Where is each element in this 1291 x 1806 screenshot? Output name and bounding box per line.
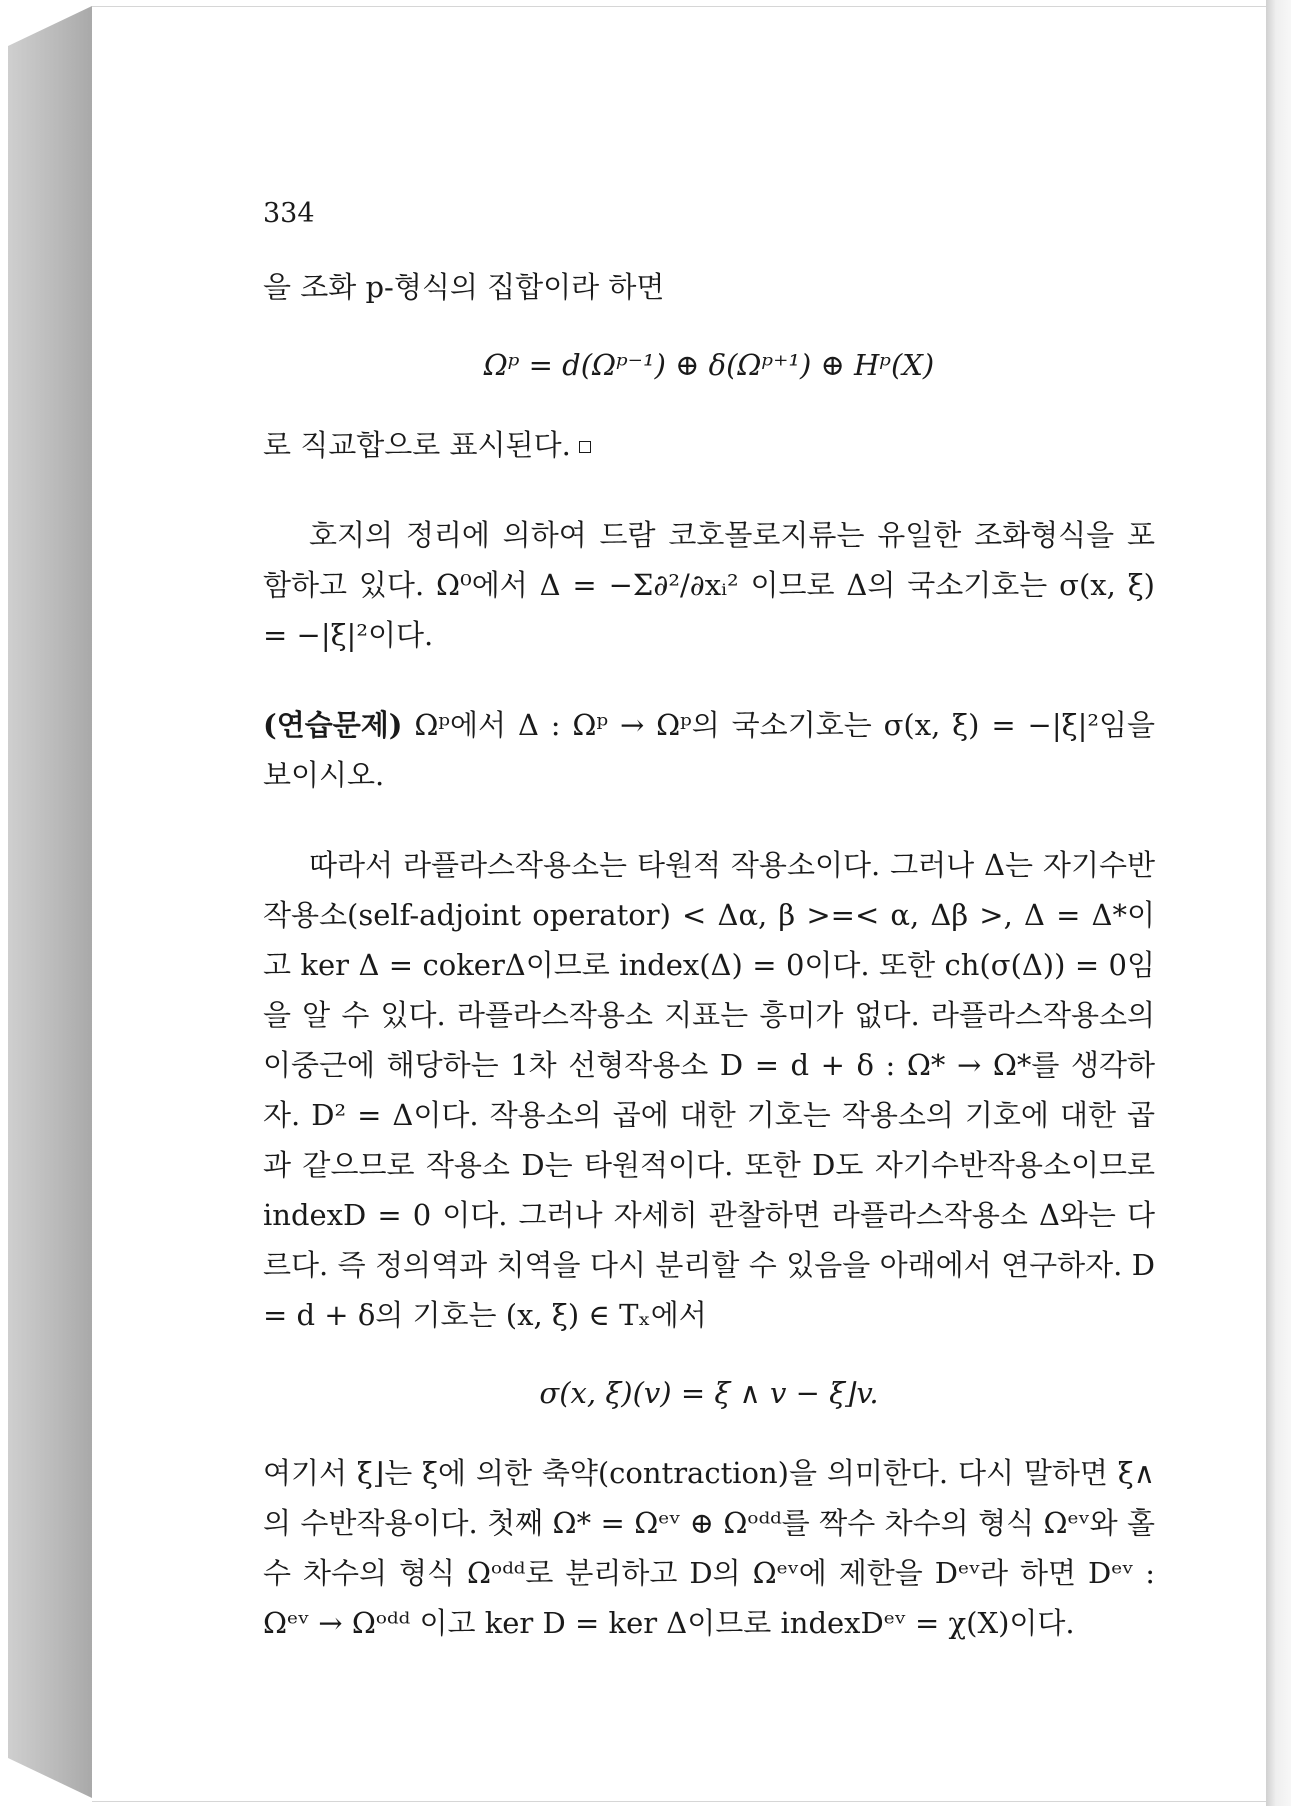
page-body (263, 262, 1155, 1648)
hodge-theorem-paragraph: 호지의 정리에 의하여 드람 코호몰로지류는 유일한 조화형식을 포함하고 있다. Ω⁰에서 Δ = −Σ∂²/∂xᵢ² 이므로 Δ의 국소기호는 σ(x, ξ) = −|ξ|²이다. (263, 518, 1155, 652)
book-spine-edge (8, 6, 92, 1798)
exercise-paragraph (263, 700, 1155, 800)
orthogonal-sum-text: 로 직교합으로 표시된다. (263, 428, 571, 462)
hodge-decomposition-equation: Ωᵖ = d(Ωᵖ⁻¹) ⊕ δ(Ωᵖ⁺¹) ⊕ Hᵖ(X) (483, 348, 935, 382)
qed-icon (579, 441, 591, 453)
symbol-equation: σ(x, ξ)(v) = ξ ∧ v − ξ⌋v. (539, 1376, 879, 1410)
laplacian-paragraph: 따라서 라플라스작용소는 타원적 작용소이다. 그러나 Δ는 자기수반작용소(self-adjoint operator) < Δα, β >=< α, Δβ >, Δ = Δ*이고 ker Δ = cokerΔ이므로 index(Δ) = 0이다. 또한 ch(σ(Δ)) = 0임을 알 수 있다. 라플라스작용소 지표는 흥미가 없다. 라플라스작용소의 이중근에 해당하는 1차 선형작용소 D = d + δ : Ω* → Ω*를 생각하자. D² = Δ이다. 작용소의 곱에 대한 기호는 작용소의 기호에 대한 곱과 같으므로 작용소 D는 타원적이다. 또한 D도 자기수반작용소이므로 indexD = 0 이다. 그러나 자세히 관찰하면 라플라스작용소 Δ와는 다르다. 즉 정의역과 치역을 다시 분리할 수 있음을 아래에서 연구하자. D = d + δ의 기호는 (x, ξ) ∈ Tₓ에서 (263, 848, 1155, 1332)
exercise-label: (연습문제) (263, 708, 403, 742)
intro-line: 을 조화 p-형식의 집합이라 하면 (263, 270, 665, 304)
book-right-edge (1266, 0, 1291, 1806)
contraction-paragraph: 여기서 ξ⌋는 ξ에 의한 축약(contraction)을 의미한다. 다시 말하면 ξ∧의 수반작용이다. 첫째 Ω* = Ωᵉᵛ ⊕ Ωᵒᵈᵈ를 짝수 차수의 형식 Ωᵉᵛ와 홀수 차수의 형식 Ωᵒᵈᵈ로 분리하고 D의 Ωᵉᵛ에 제한을 Dᵉᵛ라 하면 Dᵉᵛ : Ωᵉᵛ → Ωᵒᵈᵈ 이고 ker D = ker Δ이므로 indexDᵉᵛ = χ(X)이다. (263, 1456, 1155, 1640)
page-number: 334 (263, 198, 315, 229)
exercise-text: Ωᵖ에서 Δ : Ωᵖ → Ωᵖ의 국소기호는 σ(x, ξ) = −|ξ|²임을 보이시오. (263, 708, 1156, 792)
orthogonal-sum-line (263, 420, 1155, 470)
